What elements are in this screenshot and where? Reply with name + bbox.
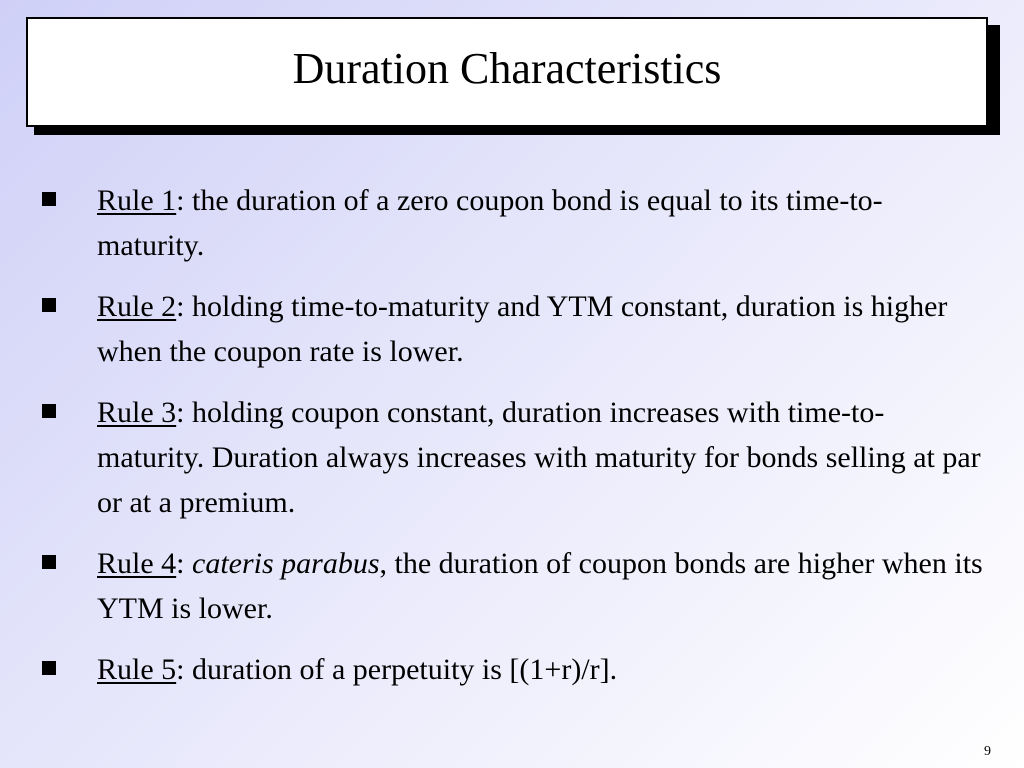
square-bullet-icon (42, 298, 56, 312)
rule-item-5 (38, 647, 988, 692)
square-bullet-icon (42, 192, 56, 206)
rule-name: Rule 5 (97, 653, 177, 686)
rule-text: : holding time-to-maturity and YTM constant, duration is higher when the coupon rate is lower. (97, 290, 948, 368)
page-number: 9 (984, 744, 991, 759)
rule-item-3 (38, 390, 988, 525)
rules-list (38, 178, 988, 708)
slide-title: Duration Characteristics (292, 44, 722, 93)
rule-item-2 (38, 284, 988, 374)
rule-name: Rule 3 (97, 396, 177, 429)
rule-text: , the duration of coupon bonds are higher when its YTM is lower. (97, 547, 983, 625)
rule-item-1 (38, 178, 988, 268)
title-box (26, 17, 988, 127)
square-bullet-icon (42, 661, 56, 675)
square-bullet-icon (42, 404, 56, 418)
rule-text: : duration of a perpetuity is [(1+r)/r]. (176, 653, 618, 686)
rule-text: : holding coupon constant, duration increases with time-to-maturity. Duration always increases with maturity for bonds selling at par or at a premium. (97, 396, 981, 519)
rule-item-4 (38, 541, 988, 631)
rule-prefix: : (176, 547, 193, 580)
square-bullet-icon (42, 555, 56, 569)
rule-name: Rule 2 (97, 290, 177, 323)
rule-name: Rule 1 (97, 184, 177, 217)
rule-name: Rule 4 (97, 547, 177, 580)
rule-text: : the duration of a zero coupon bond is equal to its time-to-maturity. (97, 184, 883, 262)
rule-italic-text: cateris parabus (192, 547, 380, 580)
